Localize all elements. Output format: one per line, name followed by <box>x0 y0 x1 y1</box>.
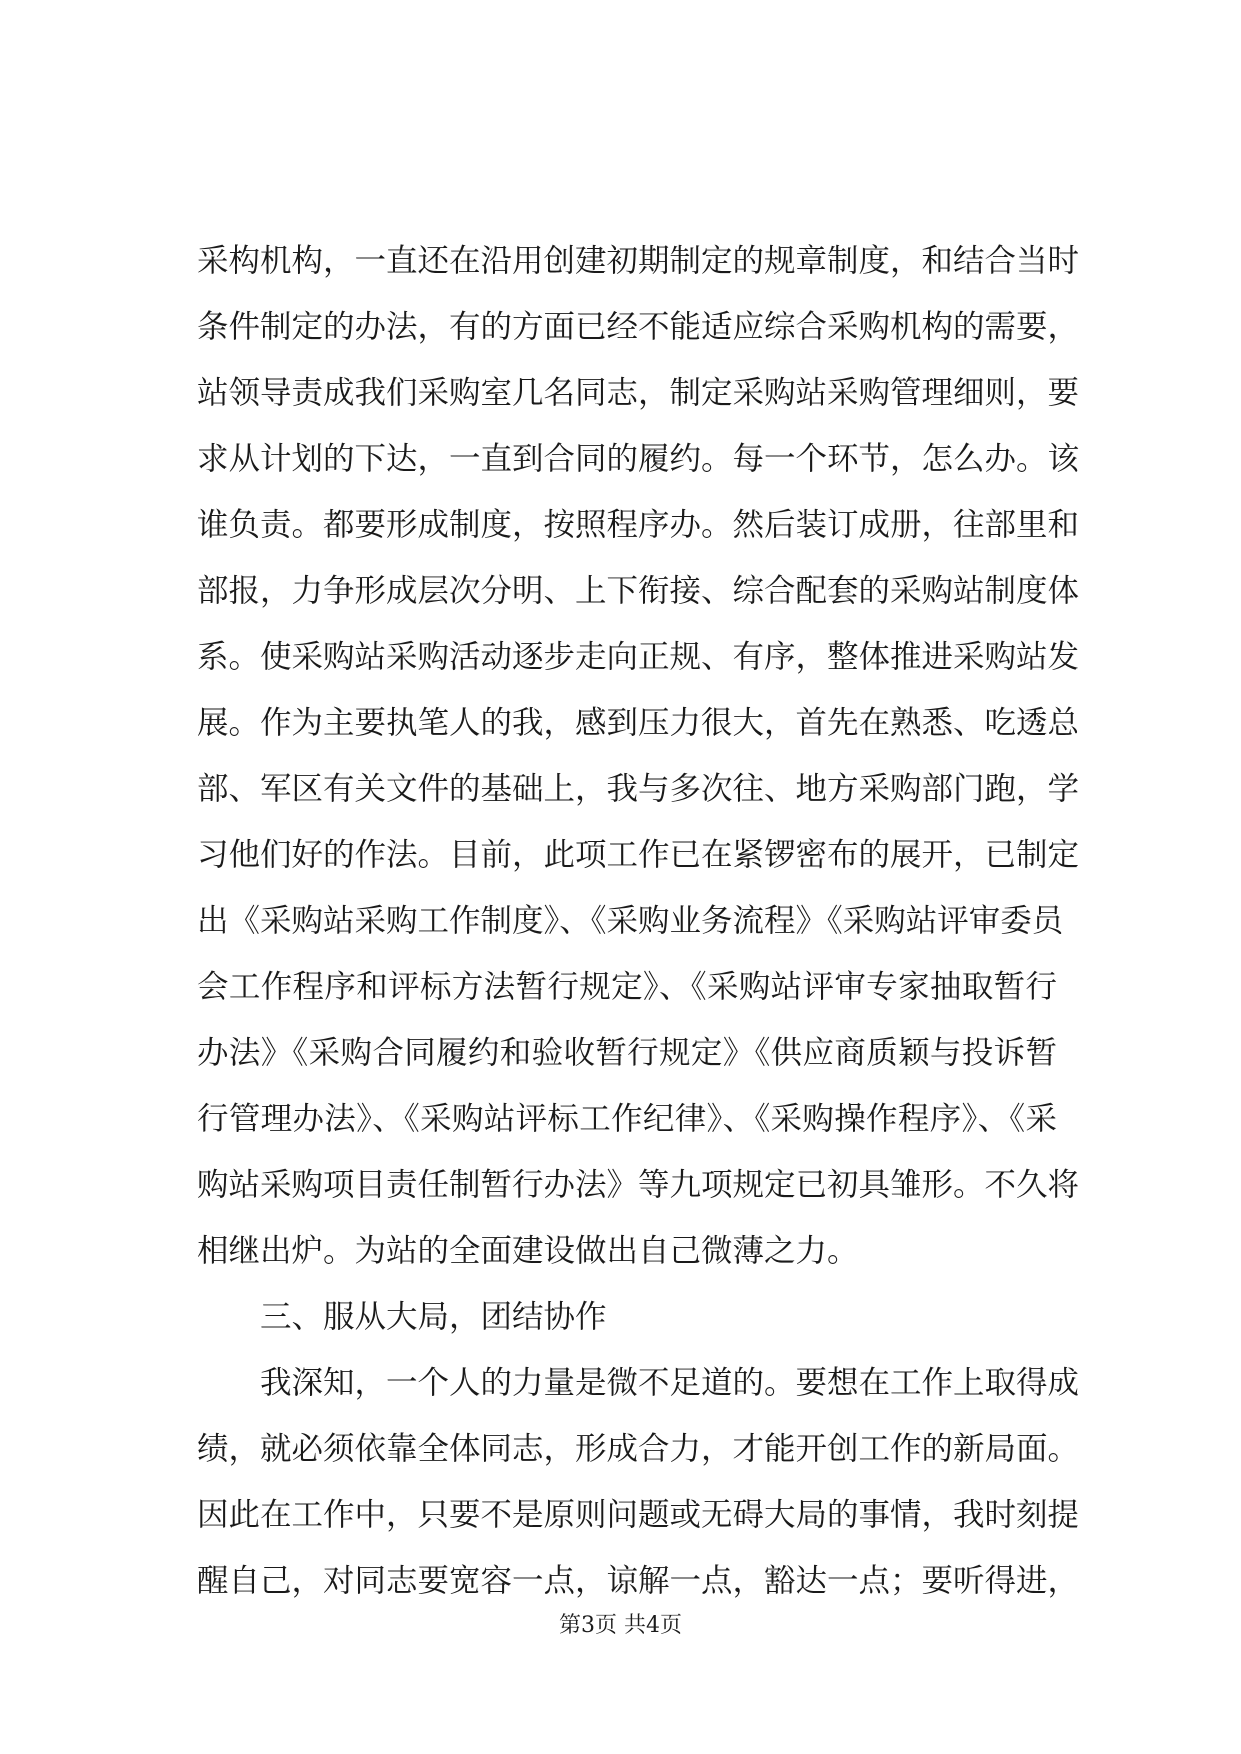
text-line: 习他们好的作法。目前，此项工作已在紧锣密布的展开，已制定 <box>197 837 1080 873</box>
text-line: 办法》《采购合同履约和验收暂行规定》《供应商质颖与投诉暂 <box>197 1035 1057 1071</box>
text-line: 购站采购项目责任制暂行办法》等九项规定已初具雏形。不久将 <box>197 1167 1080 1203</box>
text-line: 因此在工作中，只要不是原则问题或无碍大局的事情，我时刻提 <box>197 1497 1080 1533</box>
text-line: 出《采购站采购工作制度》、《采购业务流程》《采购站评审委员 <box>197 903 1064 939</box>
section-heading: 三、服从大局，团结协作 <box>260 1299 607 1335</box>
text-line: 部、军区有关文件的基础上，我与多次往、地方采购部门跑，学 <box>197 771 1080 807</box>
text-line: 展。作为主要执笔人的我，感到压力很大，首先在熟悉、吃透总 <box>197 705 1080 741</box>
text-line: 条件制定的办法，有的方面已经不能适应综合采购机构的需要， <box>197 309 1080 345</box>
text-line: 相继出炉。为站的全面建设做出自己微薄之力。 <box>197 1233 859 1269</box>
text-line: 站领导责成我们采购室几名同志，制定采购站采购管理细则，要 <box>197 375 1080 411</box>
text-line: 醒自己，对同志要宽容一点，谅解一点，豁达一点；要听得进， <box>197 1563 1080 1599</box>
text-line: 绩，就必须依靠全体同志，形成合力，才能开创工作的新局面。 <box>197 1431 1080 1467</box>
text-line: 会工作程序和评标方法暂行规定》、《采购站评审专家抽取暂行 <box>197 969 1057 1005</box>
body-text <box>197 228 1080 1614</box>
text-line: 我深知，一个人的力量是微不足道的。要想在工作上取得成 <box>260 1365 1080 1401</box>
text-line: 求从计划的下达，一直到合同的履约。每一个环节，怎么办。该 <box>197 441 1080 477</box>
text-line: 行管理办法》、《采购站评标工作纪律》、《采购操作程序》、《采 <box>197 1101 1057 1137</box>
text-line: 系。使采购站采购活动逐步走向正规、有序，整体推进采购站发 <box>197 639 1080 675</box>
text-line: 采构机构，一直还在沿用创建初期制定的规章制度，和结合当时 <box>197 243 1080 279</box>
page-number-footer: 第3页 共4页 <box>559 1613 682 1638</box>
text-line: 部报，力争形成层次分明、上下衔接、综合配套的采购站制度体 <box>197 573 1080 609</box>
text-line: 谁负责。都要形成制度，按照程序办。然后装订成册，往部里和 <box>197 507 1080 543</box>
